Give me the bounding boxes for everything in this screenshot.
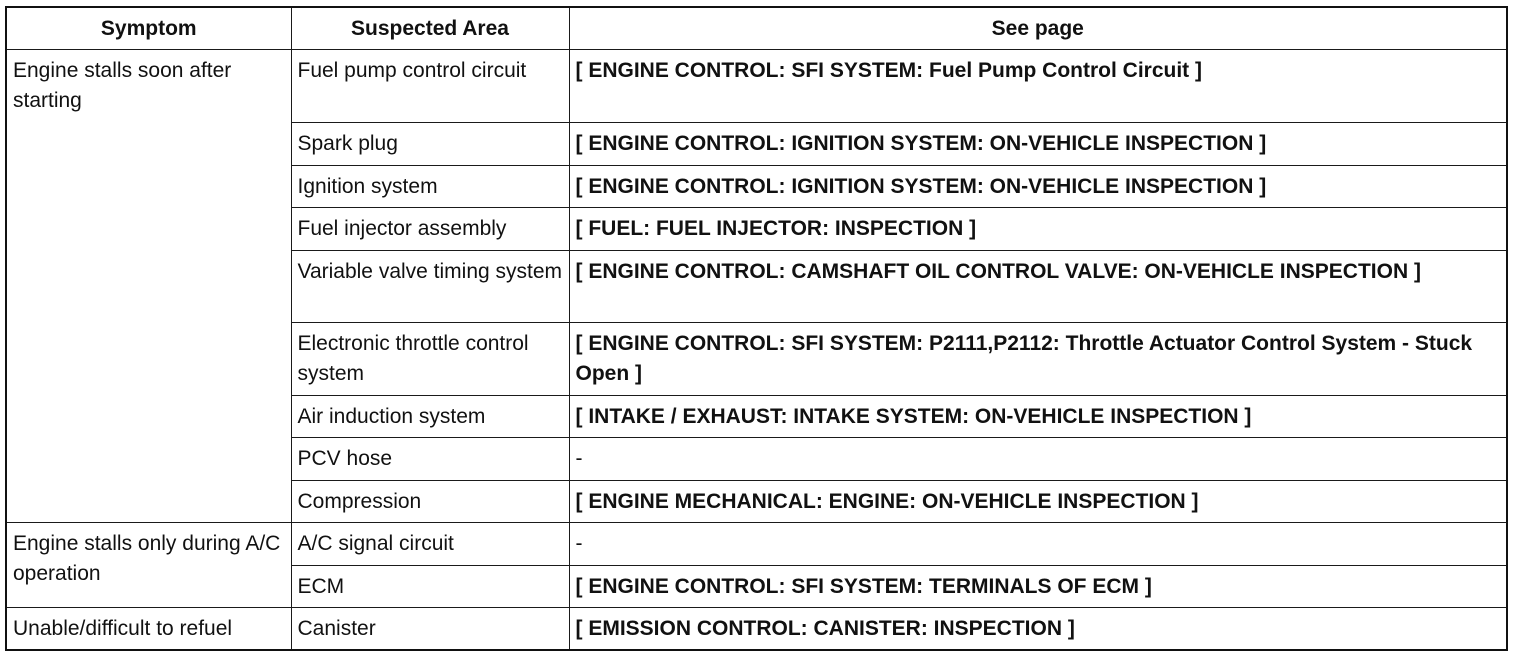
troubleshooting-table: [5, 6, 1508, 651]
table-row: [6, 50, 1507, 123]
see-page-cell: [ ENGINE CONTROL: SFI SYSTEM: P2111,P2112: Throttle Actuator Control System - Stuck Open ]: [569, 323, 1507, 396]
suspected-area-cell: Fuel injector assembly: [291, 208, 569, 251]
see-page-cell: [ ENGINE CONTROL: CAMSHAFT OIL CONTROL VALVE: ON-VEHICLE INSPECTION ]: [569, 251, 1507, 323]
see-page-cell: [ ENGINE MECHANICAL: ENGINE: ON-VEHICLE INSPECTION ]: [569, 481, 1507, 523]
see-page-cell: [ ENGINE CONTROL: SFI SYSTEM: Fuel Pump Control Circuit ]: [569, 50, 1507, 123]
see-page-cell: [ ENGINE CONTROL: SFI SYSTEM: TERMINALS OF ECM ]: [569, 566, 1507, 608]
header-row: [6, 7, 1507, 50]
header-suspected-area: Suspected Area: [291, 7, 569, 50]
see-page-cell: [ ENGINE CONTROL: IGNITION SYSTEM: ON-VEHICLE INSPECTION ]: [569, 166, 1507, 208]
table-row: [6, 608, 1507, 650]
symptom-cell: Engine stalls only during A/C operation: [6, 523, 291, 608]
suspected-area-cell: Variable valve timing system: [291, 251, 569, 323]
suspected-area-cell: A/C signal circuit: [291, 523, 569, 566]
suspected-area-cell: PCV hose: [291, 438, 569, 481]
see-page-cell: -: [569, 523, 1507, 566]
suspected-area-cell: Air induction system: [291, 396, 569, 438]
suspected-area-cell: Spark plug: [291, 123, 569, 166]
suspected-area-cell: Fuel pump control circuit: [291, 50, 569, 123]
header-symptom: Symptom: [6, 7, 291, 50]
see-page-cell: [ EMISSION CONTROL: CANISTER: INSPECTION ]: [569, 608, 1507, 650]
symptom-cell: Unable/difficult to refuel: [6, 608, 291, 650]
see-page-cell: -: [569, 438, 1507, 481]
see-page-cell: [ INTAKE / EXHAUST: INTAKE SYSTEM: ON-VEHICLE INSPECTION ]: [569, 396, 1507, 438]
see-page-cell: [ ENGINE CONTROL: IGNITION SYSTEM: ON-VEHICLE INSPECTION ]: [569, 123, 1507, 166]
see-page-cell: [ FUEL: FUEL INJECTOR: INSPECTION ]: [569, 208, 1507, 251]
table-row: [6, 523, 1507, 566]
suspected-area-cell: Canister: [291, 608, 569, 650]
header-see-page: See page: [569, 7, 1507, 50]
suspected-area-cell: Ignition system: [291, 166, 569, 208]
symptom-cell: Engine stalls soon after starting: [6, 50, 291, 523]
suspected-area-cell: Compression: [291, 481, 569, 523]
suspected-area-cell: Electronic throttle control system: [291, 323, 569, 396]
suspected-area-cell: ECM: [291, 566, 569, 608]
